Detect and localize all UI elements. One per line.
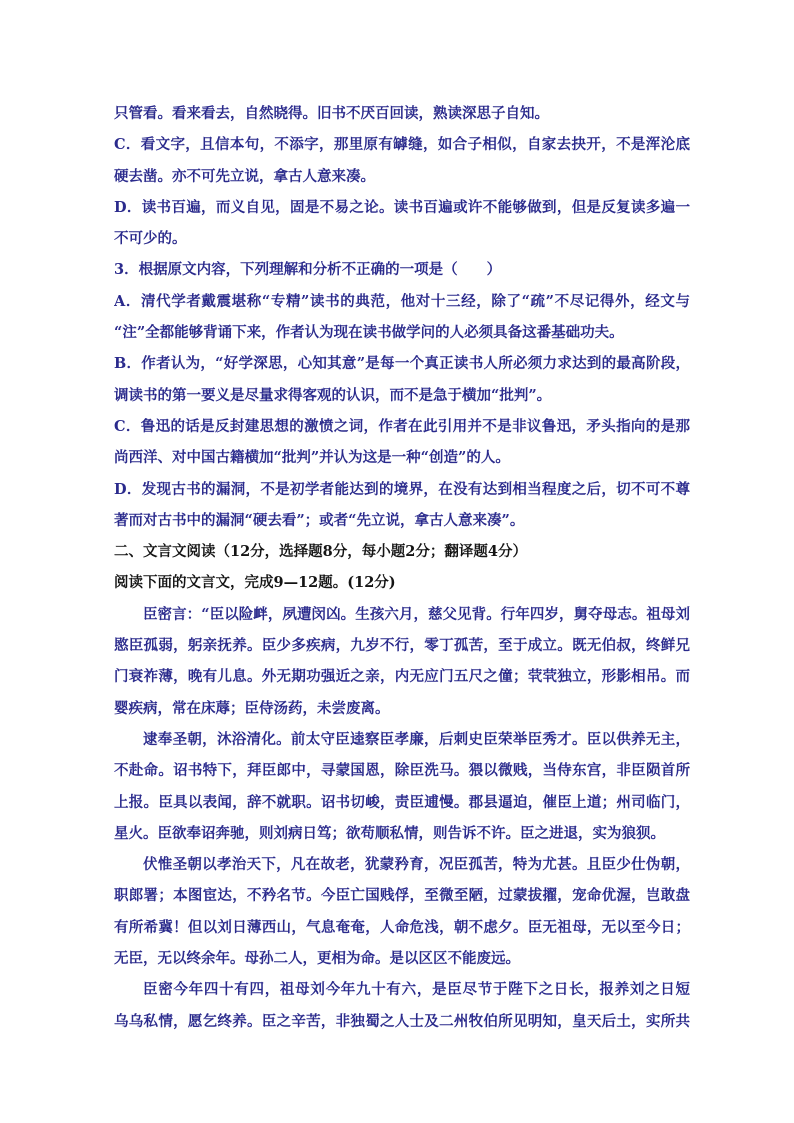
text-line: 3．根据原文内容，下列理解和分析不正确的一项是（ ） <box>114 261 502 279</box>
text-line: D．发现古书的漏洞，不是初学者能达到的境界，在没有达到相当程度之后，切不可不尊 <box>114 480 690 498</box>
text-line: 只管看。看来看去，自然晓得。旧书不厌百回读，熟读深思子自知。 <box>114 105 549 122</box>
text-line: C．看文字，且信本句，不添字，那里原有罅缝，如合子相似，自家去抉开，不是浑沦底 <box>114 136 690 154</box>
text-line: 逮奉圣朝，沐浴清化。前太守臣逵察臣孝廉，后刺史臣荣举臣秀才。臣以供养无主， <box>143 730 690 748</box>
text-line: 无臣，无以终余年。母孙二人，更相为命。是以区区不能废远。 <box>114 950 520 968</box>
text-line: 二、文言文阅读（12分，选择题8分，每小题2分；翻译题4分） <box>114 543 527 561</box>
text-line: 臣密言：“臣以险衅，夙遭闵凶。生孩六月，慈父见背。行年四岁，舅夺母志。祖母刘 <box>143 605 690 623</box>
text-line: B．作者认为，“好学深思，心知其意”是每一个真正读书人所必须力求达到的最高阶段， <box>114 355 690 373</box>
text-line: 臣密今年四十有四，祖母刘今年九十有六，是臣尽节于陛下之日长，报养刘之日短 <box>143 981 690 999</box>
document-page <box>114 98 690 1037</box>
text-line: 不可少的。 <box>114 230 187 248</box>
text-line: 星火。臣欲奉诏奔驰，则刘病日笃；欲苟顺私情，则告诉不许。臣之进退，实为狼狈。 <box>114 824 665 842</box>
text-line: 门衰祚薄，晚有儿息。外无期功强近之亲，内无应门五尺之僮；茕茕独立，形影相吊。而 <box>114 668 690 686</box>
text-line: 硬去凿。亦不可先立说，拿古人意来凑。 <box>114 167 375 185</box>
text-line: “注”全都能够背诵下来，作者认为现在读书做学问的人必须具备这番基础功夫。 <box>114 324 624 342</box>
text-line: 愍臣孤弱，躬亲抚养。臣少多疾病，九岁不行，零丁孤苦，至于成立。既无伯叔，终鲜兄 <box>114 637 690 655</box>
text-line: 著而对古书中的漏洞“硬去看”；或者“先立说，拿古人意来凑”。 <box>114 511 525 529</box>
text-line: 乌乌私情，愿乞终养。臣之辛苦，非独蜀之人士及二州牧伯所见明知，皇天后土，实所共 <box>114 1012 690 1030</box>
text-line: 上报。臣具以表闻，辞不就职。诏书切峻，责臣逋慢。郡县逼迫，催臣上道；州司临门， <box>114 793 690 811</box>
text-line: 婴疾病，常在床蓐；臣侍汤药，未尝废离。 <box>114 699 390 717</box>
text-line: 调读书的第一要义是尽量求得客观的认识，而不是急于横加“批判”。 <box>114 386 552 404</box>
text-line: 尚西洋、对中国古籍横加“批判”并认为这是一种“创造”的人。 <box>114 449 510 467</box>
text-line: C．鲁迅的话是反封建思想的激愤之词，作者在此引用并不是非议鲁迅，矛头指向的是那 <box>114 417 690 435</box>
text-line: D．读书百遍，而义自见，固是不易之论。读书百遍或许不能够做到，但是反复读多遍一 <box>114 198 690 216</box>
text-line: A．清代学者戴震堪称“专精”读书的典范，他对十三经，除了“疏”不尽记得外，经文与 <box>114 292 690 310</box>
text-line: 职郎署；本图宦达，不矜名节。今臣亡国贱俘，至微至陋，过蒙拔擢，宠命优渥，岂敢盘 <box>114 887 690 905</box>
text-line: 不赴命。诏书特下，拜臣郎中，寻蒙国恩，除臣洗马。猥以微贱，当侍东宫，非臣陨首所 <box>114 762 690 780</box>
text-line: 伏惟圣朝以孝治天下，凡在故老，犹蒙矜育，况臣孤苦，特为尤甚。且臣少仕伪朝， <box>143 856 690 874</box>
text-line: 阅读下面的文言文，完成9—12题。(12分) <box>114 574 396 592</box>
text-line: 有所希冀！但以刘日薄西山，气息奄奄，人命危浅，朝不虑夕。臣无祖母，无以至今日； <box>114 918 690 936</box>
